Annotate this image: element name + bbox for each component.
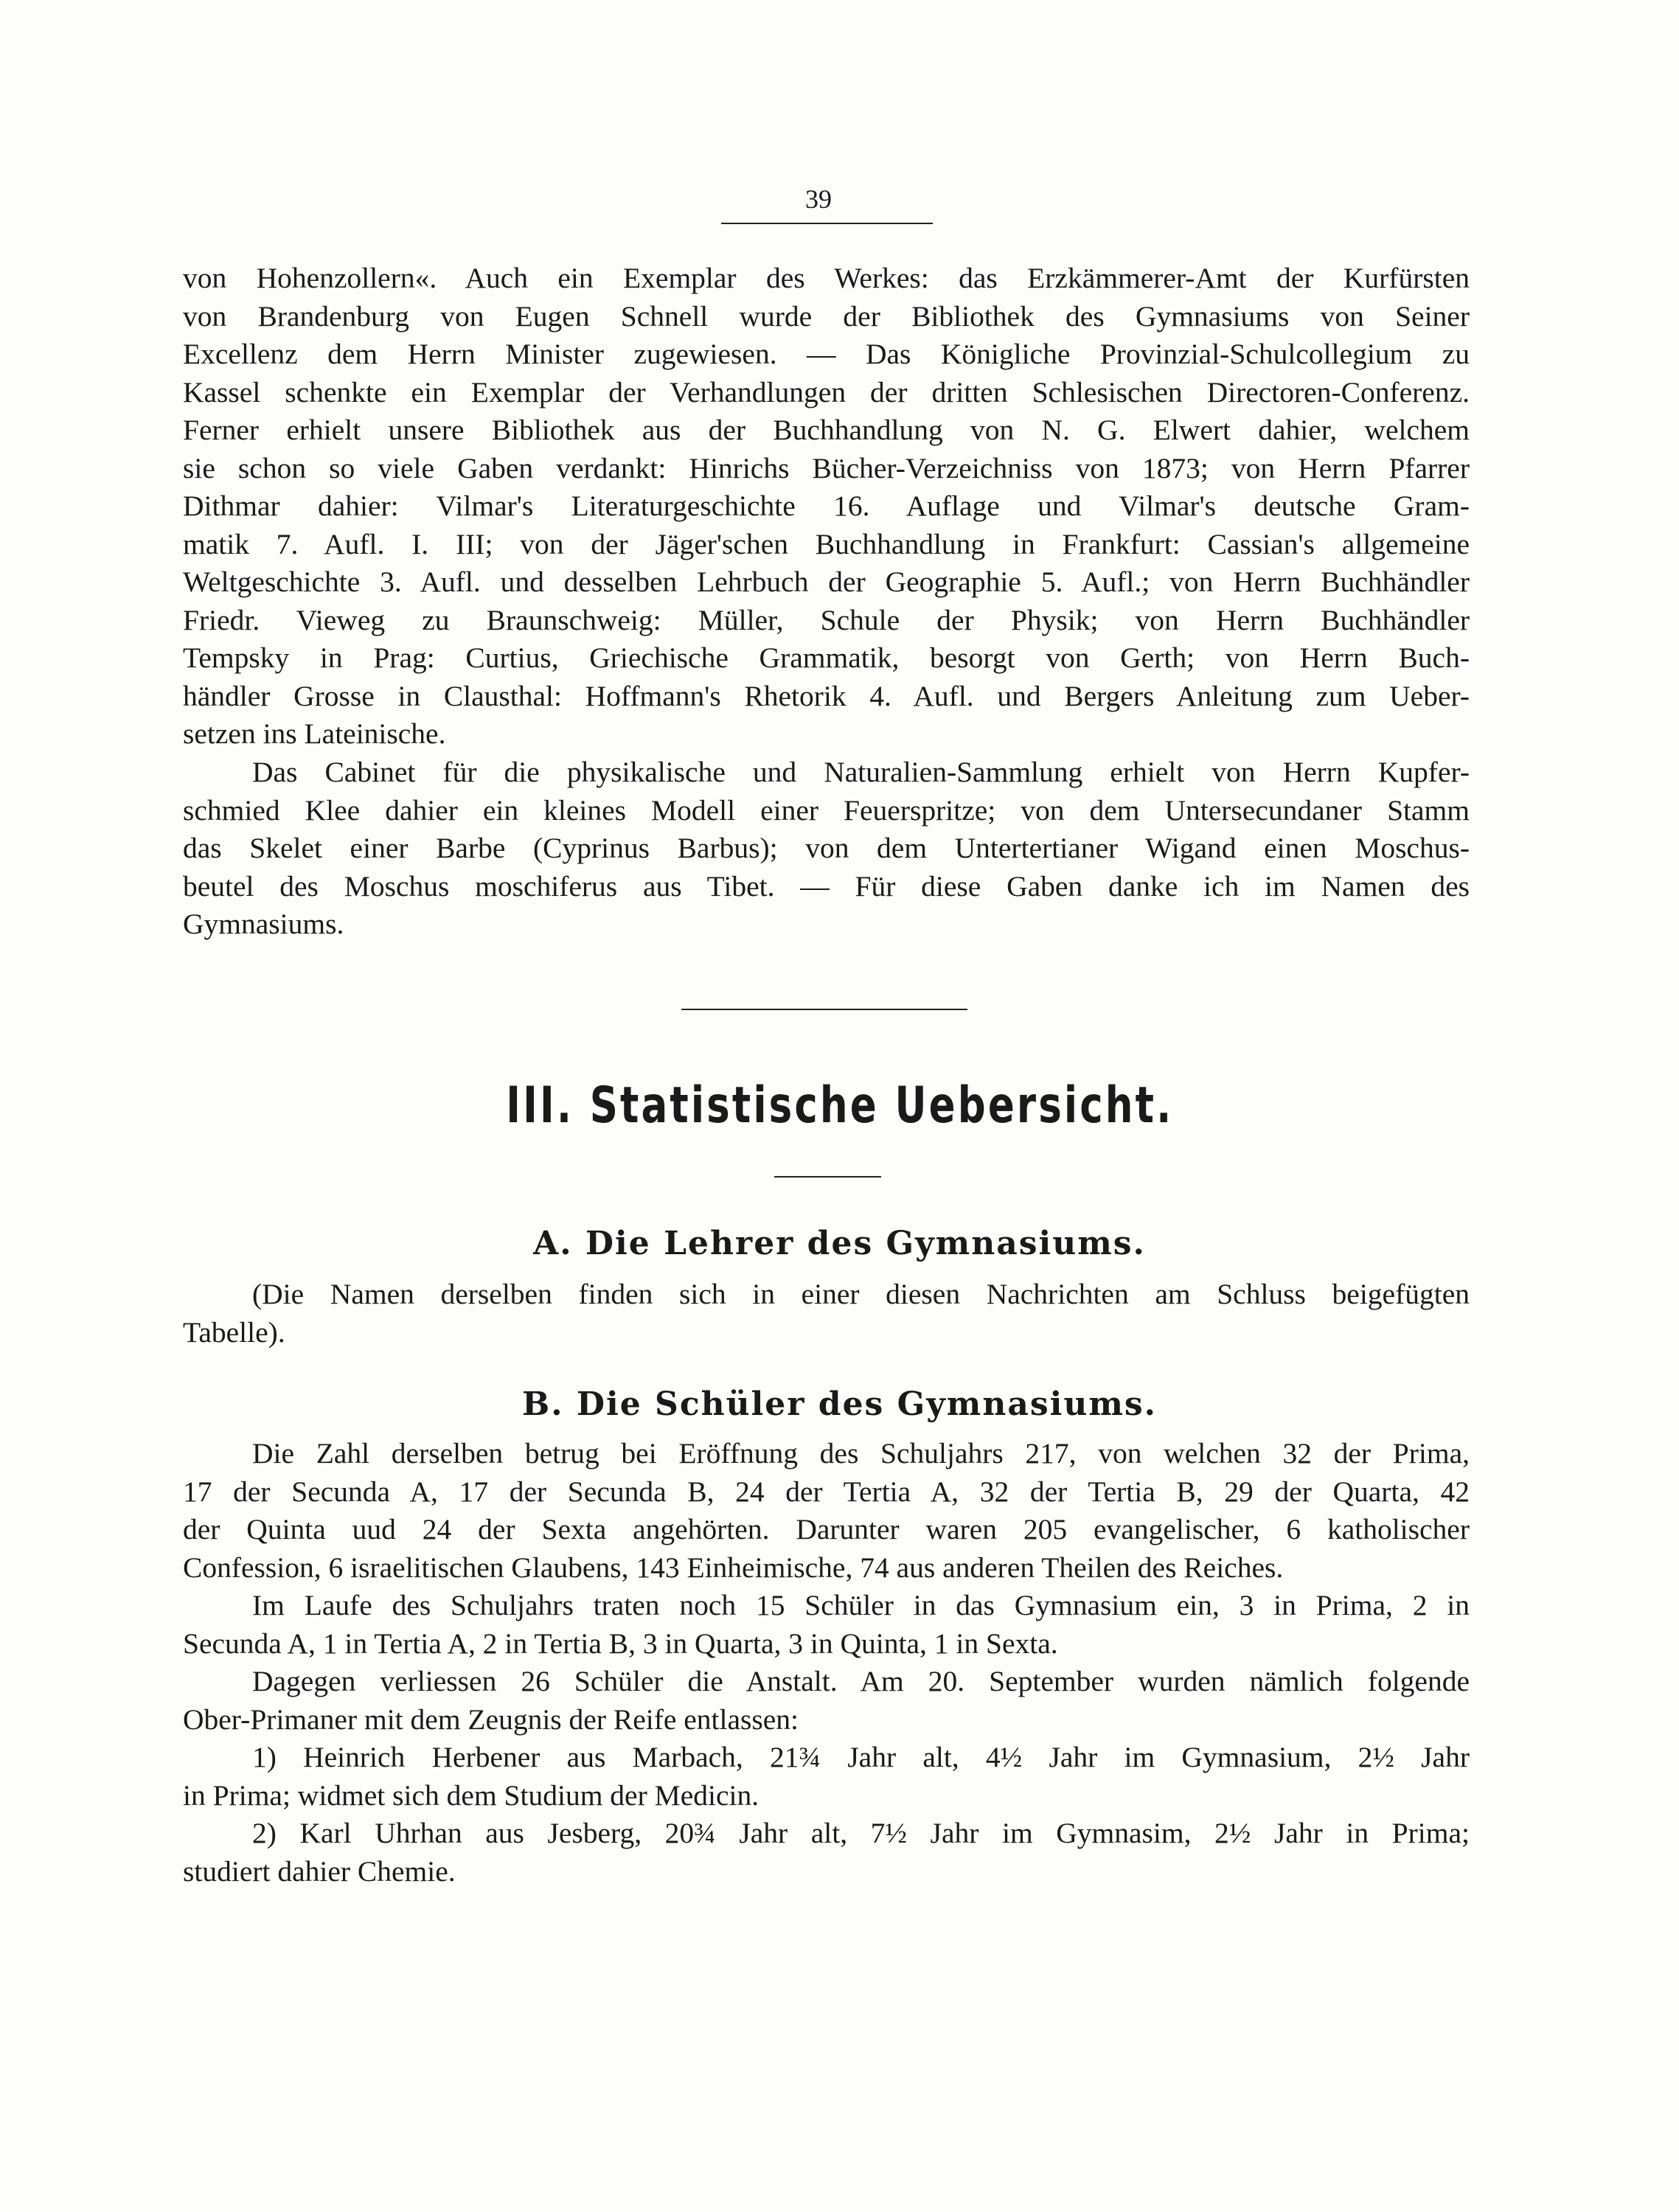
header-rule [721, 223, 933, 224]
text-line: Confession, 6 israelitischen Glaubens, 143 Einheimische, 74 aus anderen Theilen des Reiches. [183, 1551, 1284, 1584]
text-line: der Quinta uud 24 der Sexta angehörten. Darunter waren 205 evangelischer, 6 katholischer [183, 1513, 1470, 1545]
text-line: Die Zahl derselben betrug bei Eröffnung des Schuljahrs 217, von welchen 32 der Prima, [252, 1437, 1470, 1470]
text-line: Weltgeschichte 3. Aufl. und desselben Lehrbuch der Geographie 5. Aufl.; von Herrn Buchhändler [183, 566, 1470, 598]
text-line: Gymnasiums. [183, 908, 344, 940]
list-item-1-line: 1) Heinrich Herbener aus Marbach, 21¾ Jahr alt, 4½ Jahr im Gymnasium, 2½ Jahr [252, 1741, 1470, 1773]
section-heading: III. Statistische Uebersicht. [506, 1077, 1174, 1135]
text-line: 17 der Secunda A, 17 der Secunda B, 24 der Tertia A, 32 der Tertia B, 29 der Quarta, 42 [183, 1475, 1470, 1508]
text-line: Tabelle). [183, 1315, 285, 1349]
text-line: Ferner erhielt unsere Bibliothek aus der Buchhandlung von N. G. Elwert dahier, welchem [183, 414, 1470, 446]
text-line: Dagegen verliessen 26 Schüler die Anstalt. Am 20. September wurden nämlich folgende [252, 1665, 1470, 1697]
text-line: sie schon so viele Gaben verdankt: Hinrichs Bücher-Verzeichniss von 1873; von Herrn Pfarrer [183, 451, 1470, 484]
text-line: Kassel schenkte ein Exemplar der Verhandlungen der dritten Schlesischen Directoren-Conferenz. [183, 375, 1470, 408]
text-line: Ober-Primaner mit dem Zeugnis der Reife entlassen: [183, 1703, 799, 1736]
subsection-b-text [183, 1435, 1470, 1891]
subsection-a-text [183, 1276, 1470, 1352]
text-line: (Die Namen derselben finden sich in einer diesen Nachrichten am Schluss beigefügten [252, 1278, 1470, 1310]
library-donations-paragraph [183, 260, 1470, 754]
text-line: Excellenz dem Herrn Minister zugewiesen. — Das Königliche Provinzial-Schulcollegium zu [183, 338, 1470, 370]
text-line: beutel des Moschus moschiferus aus Tibet. — Für diese Gaben danke ich im Namen des [183, 869, 1470, 902]
text-line: matik 7. Aufl. I. III; von der Jäger'schen Buchhandlung in Frankfurt: Cassian's allgemeine [183, 527, 1470, 560]
text-line: von Brandenburg von Eugen Schnell wurde der Bibliothek des Gymnasiums von Seiner [183, 299, 1470, 333]
list-item-1-line: in Prima; widmet sich dem Studium der Medicin. [183, 1778, 759, 1812]
text-line: Das Cabinet für die physikalische und Naturalien-Sammlung erhielt von Herrn Kupfer- [252, 756, 1470, 788]
text-line: schmied Klee dahier ein kleines Modell einer Feuerspritze; von dem Untersecundaner Stamm [183, 793, 1470, 827]
text-line: setzen ins Lateinische. [183, 717, 446, 750]
heading-underline-rule [774, 1176, 881, 1178]
cabinet-donations-paragraph [183, 754, 1470, 944]
list-item-2-line: 2) Karl Uhrhan aus Jesberg, 20¾ Jahr alt, 7½ Jahr im Gymnasim, 2½ Jahr in Prima; [252, 1817, 1470, 1849]
section-divider-rule [681, 1009, 967, 1010]
text-line: händler Grosse in Clausthal: Hoffmann's Rhetorik 4. Aufl. und Bergers Anleitung zum Ueber- [183, 679, 1470, 712]
text-line: Tempsky in Prag: Curtius, Griechische Grammatik, besorgt von Gerth; von Herrn Buch- [183, 641, 1470, 674]
text-line: Dithmar dahier: Vilmar's Literaturgeschichte 16. Auflage und Vilmar's deutsche Gram- [183, 490, 1470, 522]
text-line: Friedr. Vieweg zu Braunschweig: Müller, Schule der Physik; von Herrn Buchhändler [183, 603, 1470, 636]
text-line: Secunda A, 1 in Tertia A, 2 in Tertia B, 3 in Quarta, 3 in Quinta, 1 in Sexta. [183, 1627, 1058, 1660]
text-line: von Hohenzollern«. Auch ein Exemplar des Werkes: das Erzkämmerer-Amt der Kurfürsten [183, 262, 1470, 294]
text-line: Im Laufe des Schuljahrs traten noch 15 Schüler in das Gymnasium ein, 3 in Prima, 2 in [252, 1589, 1470, 1621]
subsection-b-heading: B. Die Schüler des Gymnasiums. [522, 1385, 1157, 1423]
subsection-a-heading: A. Die Lehrer des Gymnasiums. [533, 1225, 1146, 1262]
list-item-2-line: studiert dahier Chemie. [183, 1854, 456, 1888]
page-number: 39 [805, 184, 832, 214]
text-line: das Skelet einer Barbe (Cyprinus Barbus); von dem Untertertianer Wigand einen Moschus- [183, 832, 1470, 864]
